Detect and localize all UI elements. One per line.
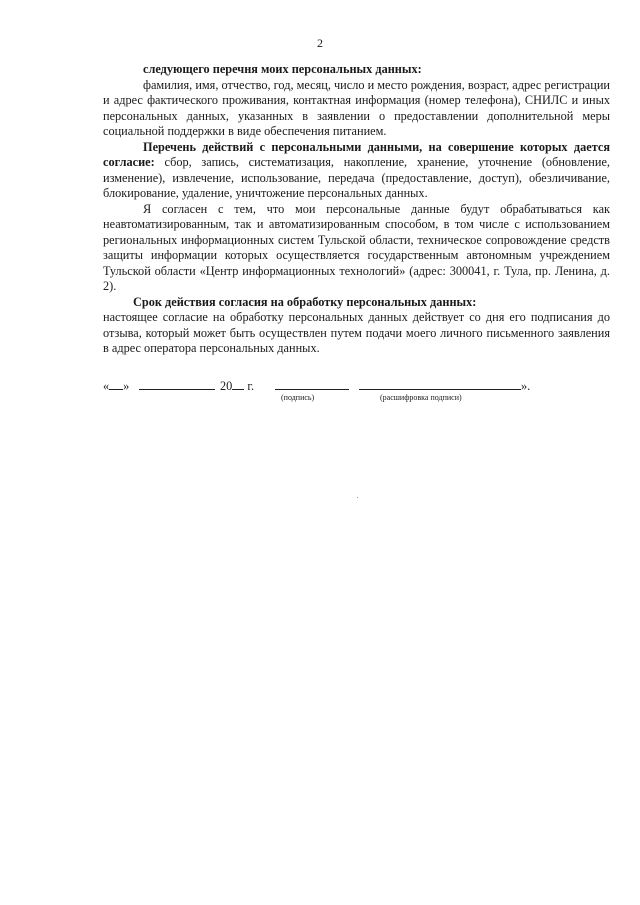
year-field: 20 г. [220,379,255,393]
actions-text: сбор, запись, систематизация, накопление, хранение, уточнение (обновление, изменение), извлечение, использование, передача (предоставление, доступ), обезличивание, блокирование, удаление, уничтожение персональных данных. [103,155,610,200]
day-blank [109,378,123,390]
decoding-line [359,378,521,390]
personal-data-list-heading: следующего перечня моих персональных данных: [143,62,422,76]
month-blank [139,378,215,390]
page-number: 2 [317,36,323,50]
document-body [103,62,610,357]
personal-data-list-paragraph [103,62,610,78]
year-blank [232,378,244,390]
signature-caption: (подпись) [281,393,315,402]
month-field [139,378,215,394]
personal-data-list-text: фамилия, имя, отчество, год, месяц, число и место рождения, возраст, адрес регистрации и адрес фактического проживания, контактная информация (номер телефона), СНИЛС и иных персональных данных, указанных в заявлении о предоставлении дополнительной меры социальной поддержки в виде обеспечения питанием. [103,77,610,138]
date-field: « » [103,379,130,393]
consent-processing-paragraph: Я согласен с тем, что мои персональные данные будут обрабатываться как неавтоматизированным, так и автоматизированным способом, в том числе с использованием региональных информационных систем Тульской области, техническое сопровождение средств защиты информации которых осуществляется государственным автономным учреждением Тульской области «Центр информационных технологий» (адрес: 300041, г. Тула, пр. Ленина, д. 2). [103,201,610,293]
signature-line [275,378,349,390]
validity-heading-paragraph [103,295,610,311]
actions-heading: Перечень действий с персональными данными, на совершение которых дается согласие: [103,139,610,169]
signature-field [275,378,349,394]
actions-paragraph [103,140,610,202]
decoding-caption: (расшифровка подписи) [380,393,462,402]
decoding-field: ». [359,378,530,394]
scan-dot [357,497,358,498]
signature-block [103,378,543,408]
validity-heading: Срок действия согласия на обработку персональных данных: [133,294,477,309]
validity-text: настоящее согласие на обработку персональных данных действует со дня его подписания до отзыва, который может быть осуществлен путем подачи моего личного письменного заявления в адрес оператора персональных данных. [103,310,610,355]
